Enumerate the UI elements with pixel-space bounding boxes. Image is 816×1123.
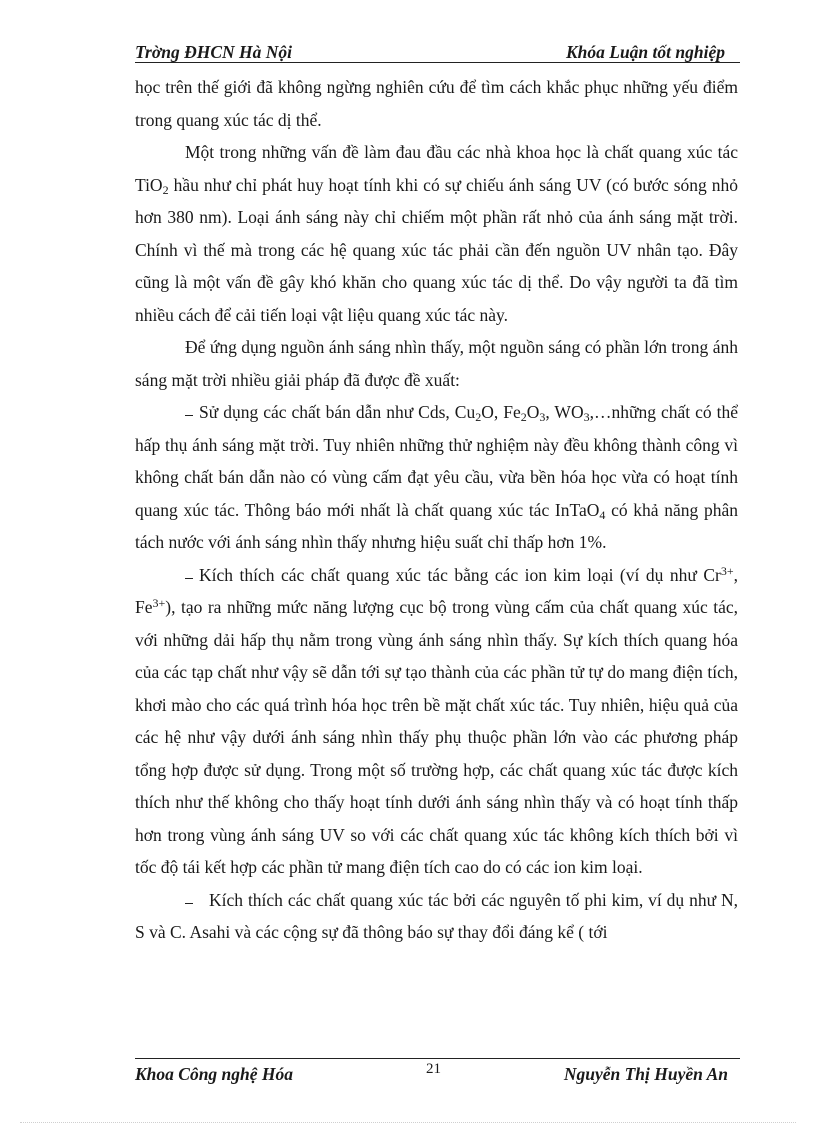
page-header (135, 40, 740, 63)
list-item-nonmetals: Kích thích các chất quang xúc tác bởi các nguyên tố phi kim, ví dụ như N, S và C. Asahi và các cộng sự đã thông báo sự thay đổi đáng kể ( tới (135, 889, 738, 942)
header-school: Trờng ĐHCN Hà Nội (135, 42, 293, 62)
page-number: 21 (426, 1061, 441, 1077)
dash-bullet-icon (185, 903, 193, 904)
footer-faculty: Khoa Công nghệ Hóa (135, 1064, 294, 1084)
dash-bullet-icon (185, 415, 193, 416)
footer-divider (135, 1058, 740, 1059)
footer-author: Nguyễn Thị Huyền An (563, 1064, 728, 1084)
body-text (135, 71, 738, 949)
paragraph-2: Một trong những vấn đề làm đau đầu các nhà khoa học là chất quang xúc tác TiO$_2$ hầu như chỉ phát huy hoạt tính khi có sự chiếu ánh sáng UV (có bước sóng nhỏ hơn 380 nm). Loại ánh sáng này chỉ chiếm một phần rất nhỏ của ánh sáng mặt trời. Chính vì thế mà trong các hệ quang xúc tác phải cần đến nguồn UV nhân tạo. Đây cũng là một vấn đề gây khó khăn cho quang xúc tác dị thể. Do vậy người ta đã tìm nhiều cách để cải tiến loại vật liệu quang xúc tác này. (135, 142, 738, 325)
list-item-semiconductors: Sử dụng các chất bán dẫn như Cds, $Cu_2O$, $Fe_2O_3$, $WO_3,\dots những$ chất có thể hấp thụ ánh sáng mặt trời. Tuy nhiên những thử nghiệm này đều không thành công vì không chất bán dẫn nào có vùng cấm đạt yêu cầu, vừa bền hóa học vừa có hoạt tính quang xúc tác. Thông báo mới nhất là chất quang xúc tác InTaO$_4$ có khả năng phân tách nước với ánh sáng nhìn thấy nhưng hiệu suất chỉ thấp hơn 1%. (135, 402, 738, 552)
page-footer (135, 1061, 740, 1085)
list-item-metal-ions: Kích thích các chất quang xúc tác bằng các ion kim loại (ví dụ như $Cr^{3+}$, $Fe^{3+}$), tạo ra những mức năng lượng cục bộ trong vùng cấm của chất quang xúc tác, với những dải hấp thụ nằm trong vùng ánh sáng nhìn thấy. Sự kích thích quang hóa của các tạp chất như vậy sẽ dẫn tới sự tạo thành của các phần tử tự do mang điện tích, khơi mào cho các quá trình hóa học trên bề mặt chất xúc tác. Tuy nhiên, hiệu quả của các hệ như vậy dưới ánh sáng nhìn thấy phụ thuộc phần lớn vào các phương pháp tổng hợp được sử dụng. Trong một số trường hợp, các chất quang xúc tác được kích thích như thế không cho thấy hoạt tính dưới ánh sáng nhìn thấy và có hoạt tính thấp hơn trong vùng ánh sáng UV so với các chất quang xúc tác không kích thích bởi vì tốc độ tái kết hợp các phần tử mang điện tích cao do có các ion kim loại. (135, 563, 738, 877)
paragraph-1: học trên thế giới đã không ngừng nghiên cứu để tìm cách khắc phục những yếu điểm trong quang xúc tác dị thể. (135, 77, 738, 130)
paragraph-3: Để ứng dụng nguồn ánh sáng nhìn thấy, một nguồn sáng có phần lớn trong ánh sáng mặt trời nhiều giải pháp đã được đề xuất: (135, 337, 738, 390)
dash-bullet-icon (185, 578, 193, 579)
header-title: Khóa Luận tốt nghiệp (565, 42, 725, 62)
